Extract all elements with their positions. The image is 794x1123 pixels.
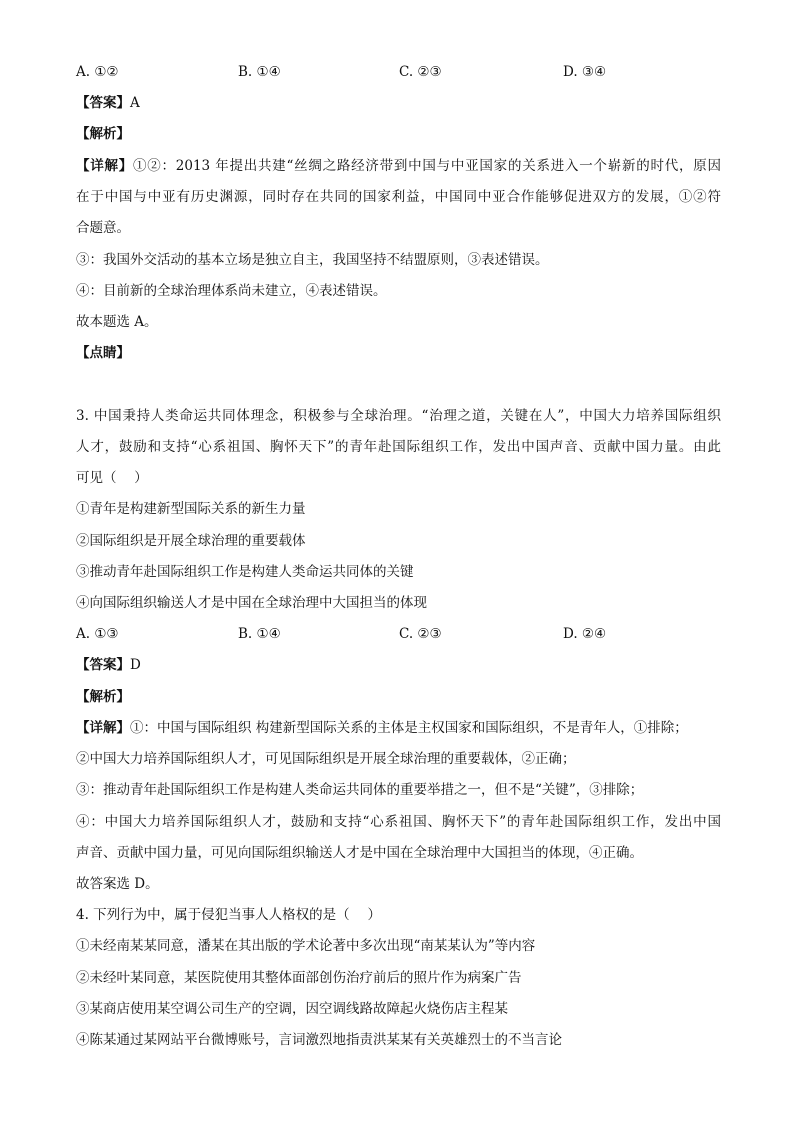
- q2-option-a: A. ①②: [76, 64, 119, 80]
- q3-stem-line-1: 3. 中国秉持人类命运共同体理念，积极参与全球治理。“治理之道，关键在人”，中国大力培养国际组织: [76, 408, 721, 424]
- q4-stem: 4. 下列行为中，属于侵犯当事人人格权的是（ ）: [76, 907, 381, 923]
- q3-statement-4: ④向国际组织输送人才是中国在全球治理中大国担当的体现: [76, 595, 427, 611]
- q3-option-d: D. ②④: [563, 626, 607, 642]
- answer-tag: 【答案】: [76, 657, 130, 673]
- detail-text: ①②：2013 年提出共建“丝绸之路经济带到中国与中亚国家的关系进入一个崭新的时代，原因: [133, 158, 721, 174]
- q3-statement-2: ②国际组织是开展全球治理的重要载体: [76, 533, 306, 549]
- q2-detail-line-3: 合题意。: [76, 220, 130, 236]
- q3-statement-3: ③推动青年赴国际组织工作是构建人类命运共同体的关键: [76, 564, 414, 580]
- q3-option-a: A. ①③: [76, 626, 119, 642]
- q2-analysis-tag: 【解析】: [76, 126, 130, 142]
- detail-tag: 【详解】: [76, 720, 130, 736]
- q3-detail-line-3: ③：推动青年赴国际组织工作是构建人类命运共同体的重要举措之一，但不是“关键”，③排除；: [76, 782, 644, 798]
- q3-answer: [76, 655, 141, 675]
- q3-stem-line-3: 可见（ ）: [76, 470, 148, 486]
- q2-detail-line-5: ④：目前新的全球治理体系尚未建立，④表述错误。: [76, 283, 387, 299]
- q4-statement-4: ④陈某通过某网站平台微博账号，言词激烈地指责洪某某有关英雄烈士的不当言论: [76, 1032, 562, 1048]
- q2-detail-line-4: ③：我国外交活动的基本立场是独立自主，我国坚持不结盟原则，③表述错误。: [76, 252, 549, 268]
- q2-detail-line-2: 在于中国与中亚有历史渊源，同时存在共同的国家利益，中国同中亚合作能够促进双方的发展，①②符: [76, 189, 721, 205]
- q3-detail-line-4: ④：中国大力培养国际组织人才，鼓励和支持“心系祖国、胸怀天下”的青年赴国际组织工作，发出中国: [76, 814, 721, 830]
- q3-detail-line-1: [76, 718, 688, 738]
- q3-detail-line-5: 声音、贡献中国力量，可见向国际组织输送人才是中国在全球治理中大国担当的体现，④正确。: [76, 845, 643, 861]
- q3-option-c: C. ②③: [399, 626, 442, 642]
- q2-option-c: C. ②③: [399, 64, 442, 80]
- q3-option-b: B. ①④: [238, 626, 281, 642]
- q2-answer: [76, 93, 140, 113]
- q4-statement-3: ③某商店使用某空调公司生产的空调，因空调线路故障起火烧伤店主程某: [76, 1001, 508, 1017]
- answer-value: D: [130, 657, 141, 673]
- q3-options: [76, 624, 721, 644]
- answer-value: A: [130, 95, 140, 111]
- detail-tag: 【详解】: [76, 158, 134, 174]
- q3-detail-line-6: 故答案选 D。: [76, 876, 159, 892]
- q2-detail-line-1: [76, 156, 721, 176]
- q4-statement-2: ②未经叶某同意，某医院使用其整体面部创伤治疗前后的照片作为病案广告: [76, 970, 522, 986]
- q3-stem-line-2: 人才，鼓励和支持“心系祖国、胸怀天下”的青年赴国际组织工作，发出中国声音、贡献中国力量。由此: [76, 439, 721, 455]
- detail-text: ①：中国与国际组织 构建新型国际关系的主体是主权国家和国际组织，不是青年人，①排除；: [130, 720, 688, 736]
- answer-tag: 【答案】: [76, 95, 130, 111]
- q2-option-b: B. ①④: [238, 64, 281, 80]
- q3-statement-1: ①青年是构建新型国际关系的新生力量: [76, 501, 306, 517]
- q3-analysis-tag: 【解析】: [76, 689, 130, 705]
- q4-statement-1: ①未经南某某同意，潘某在其出版的学术论著中多次出现“南某某认为”等内容: [76, 938, 536, 954]
- q3-detail-line-2: ②中国大力培养国际组织人才，可见国际组织是开展全球治理的重要载体，②正确；: [76, 751, 576, 767]
- q2-comment-tag: 【点睛】: [76, 345, 130, 361]
- q2-options: [76, 62, 721, 82]
- q2-detail-line-6: 故本题选 A。: [76, 314, 158, 330]
- q2-option-d: D. ③④: [563, 64, 607, 80]
